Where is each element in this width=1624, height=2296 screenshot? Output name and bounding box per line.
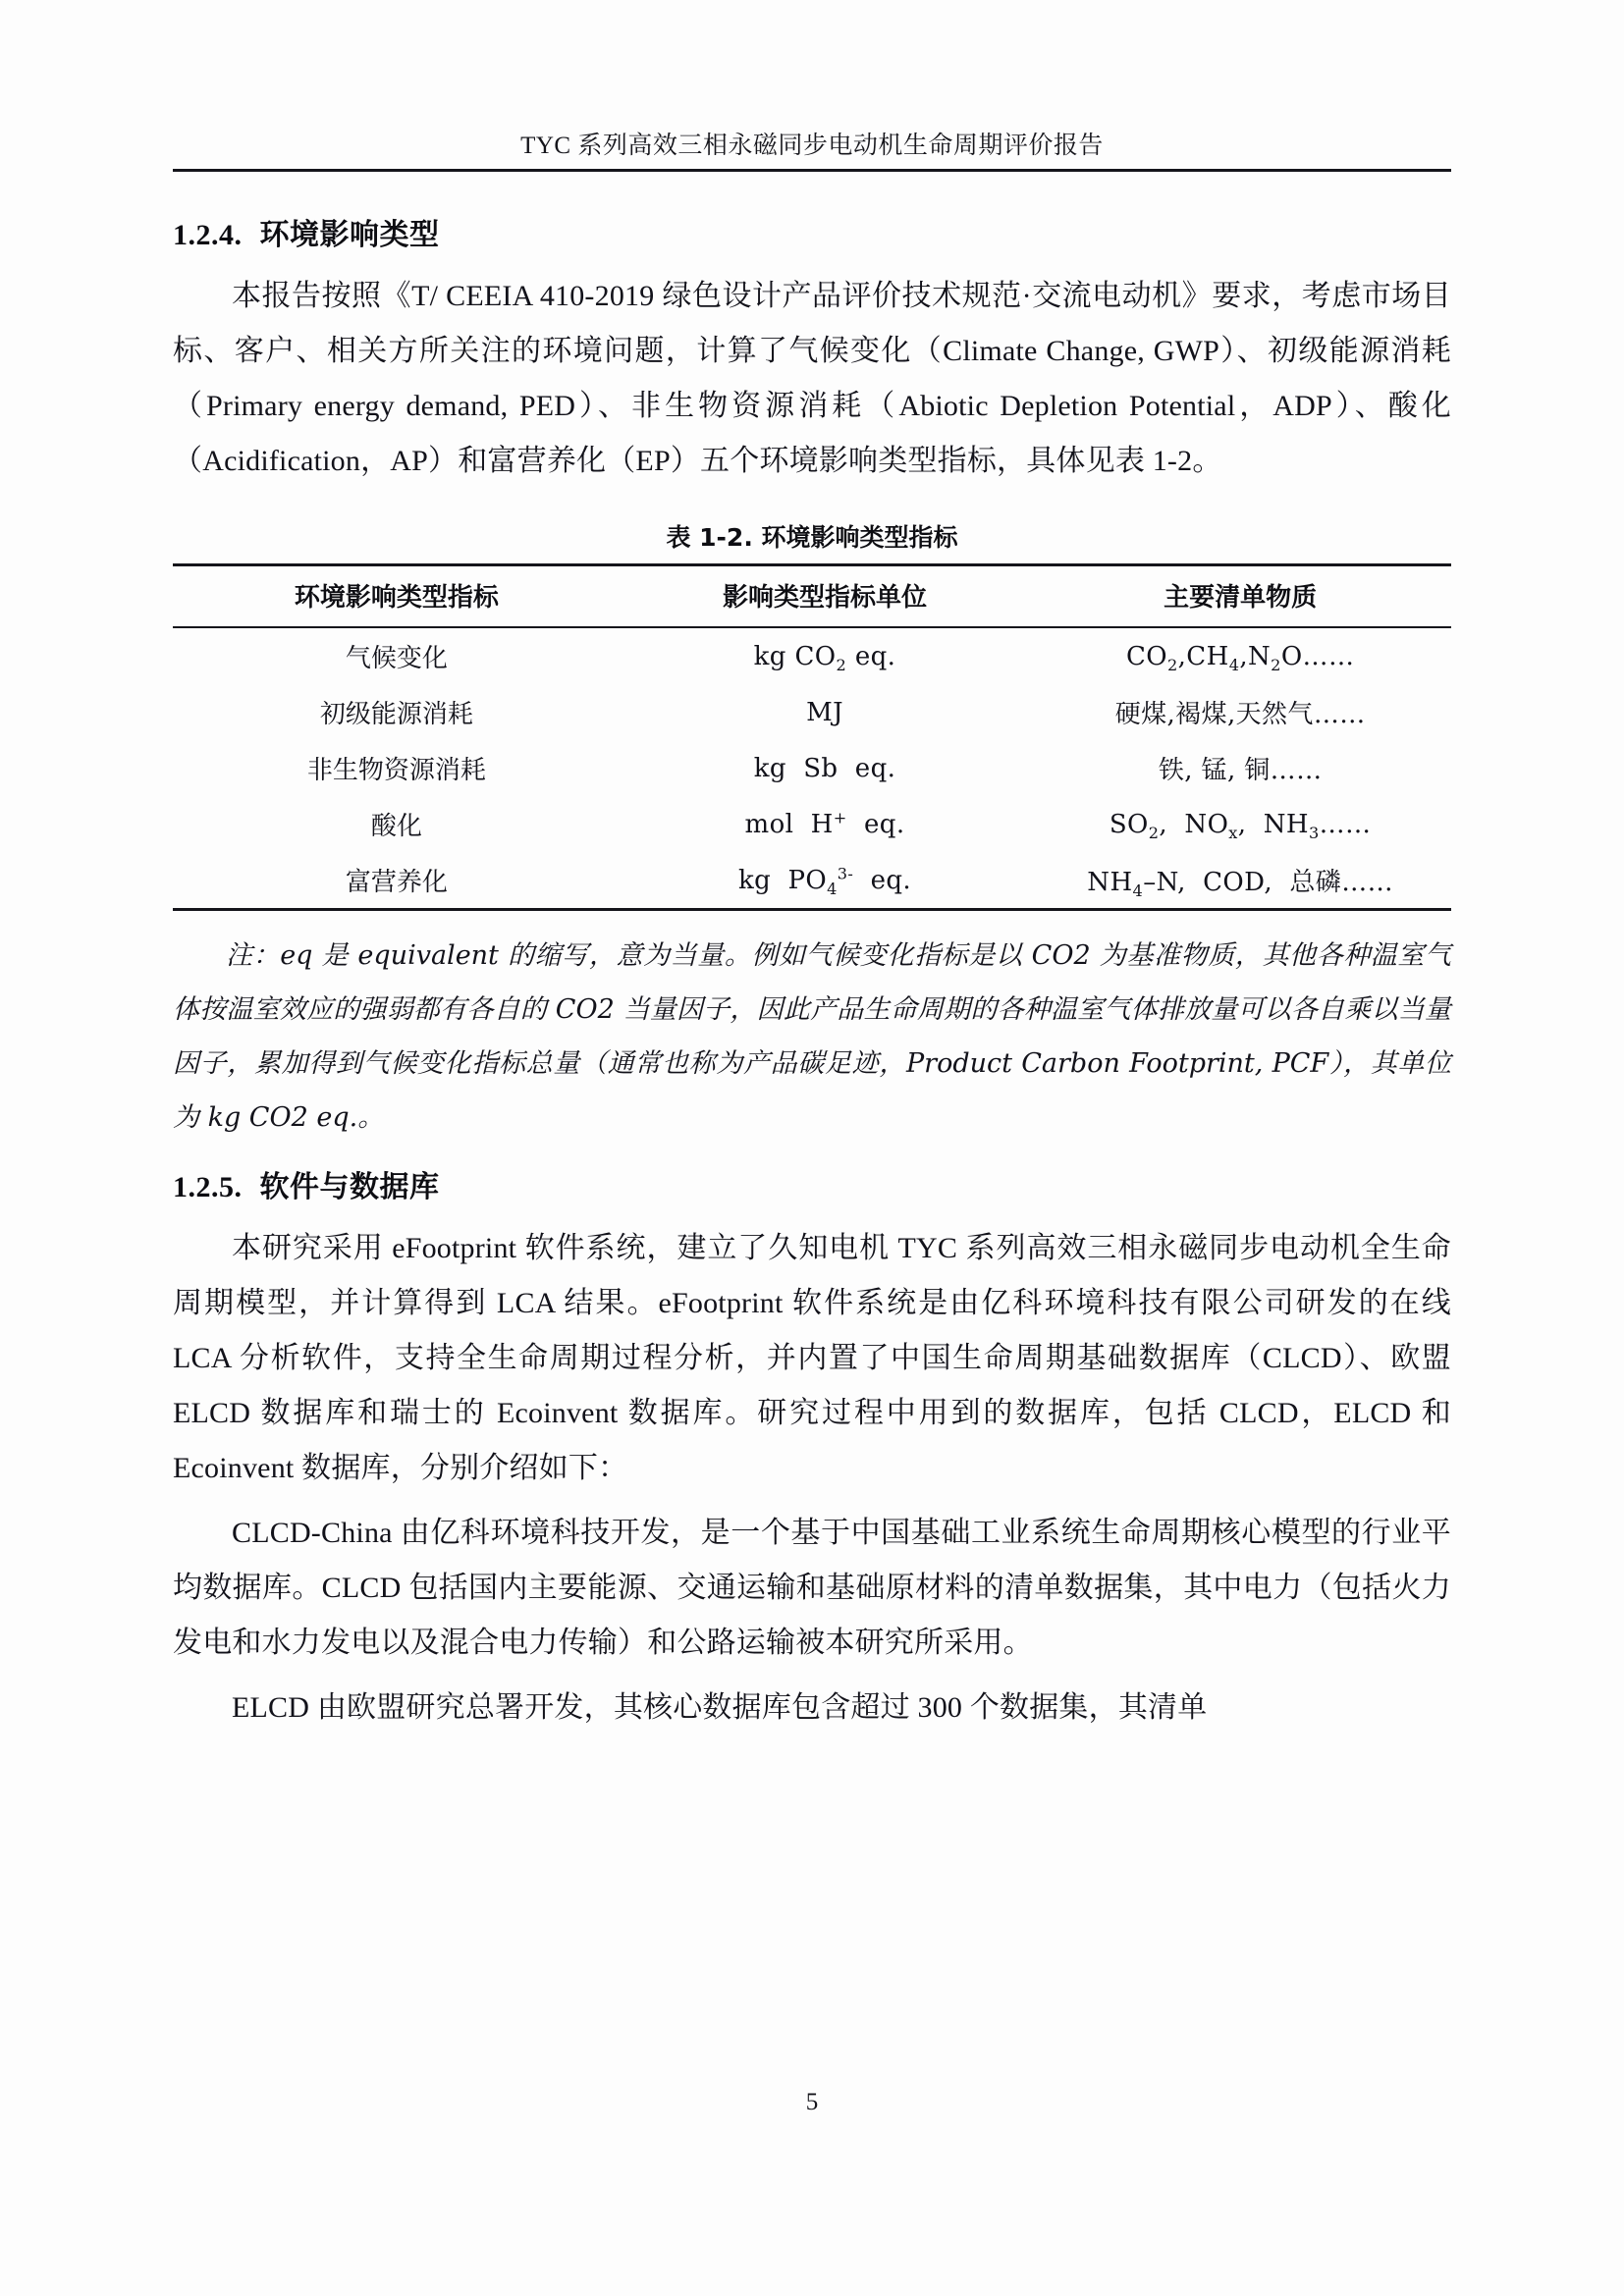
table-header-row [173, 565, 1451, 628]
table-row [173, 684, 1451, 740]
column-header-substances: 主要清单物质 [1164, 583, 1318, 613]
header-rule [173, 169, 1451, 172]
table-note: 注：eq 是 equivalent 的缩写，意为当量。例如气候变化指标是以 CO2 为基准物质，其他各种温室气体按温室效应的强弱都有各自的 CO2 当量因子，因此产品生命周期的各种温室气体排放量可以各自乘以当量因子，累加得到气候变化指标总量（通常也称为产品碳足迹，Product Carbon Footprint, PCF），其单位为 kg CO2 eq.。 [173, 940, 1451, 1133]
cell-substances: $SO_2$, $NO_x$, $NH_3\dots\dots$ [1109, 809, 1372, 842]
table-row [173, 796, 1451, 852]
cell-unit: MJ [806, 697, 843, 727]
paragraph-software: 本研究采用 eFootprint 软件系统，建立了久知电机 TYC 系列高效三相永磁同步电动机全生命周期模型，并计算得到 LCA 结果。eFootprint 软件系统是由亿科环境科技有限公司研发的在线 LCA 分析软件，支持全生命周期过程分析，并内置了中国生命周期基础数据库（CLCD）、欧盟 ELCD 数据库和瑞士的 Ecoinvent 数据库。研究过程中用到的数据库，包括 CLCD，ELCD 和 Ecoinvent 数据库，分别介绍如下： [173, 1232, 1451, 1484]
section-title-125: 软件与数据库 [259, 1170, 440, 1204]
column-header-indicator: 环境影响类型指标 [294, 583, 499, 613]
impact-category-table [173, 563, 1451, 911]
running-title: TYC 系列高效三相永磁同步电动机生命周期评价报告 [520, 133, 1104, 159]
cell-indicator: 富营养化 [345, 868, 448, 896]
paragraph-clcd: CLCD-China 由亿科环境科技开发，是一个基于中国基础工业系统生命周期核心模型的行业平均数据库。CLCD 包括国内主要能源、交通运输和基础原材料的清单数据集，其中电力（包括火力发电和水力发电以及混合电力传输）和公路运输被本研究所采用。 [173, 1517, 1451, 1659]
section-heading-125 [173, 1145, 1451, 1211]
cell-indicator: 气候变化 [345, 644, 448, 672]
cell-substances: 硬煤,褐煤,天然气…… [1114, 700, 1366, 729]
cell-indicator: 非生物资源消耗 [306, 756, 486, 784]
table-head [173, 565, 1451, 628]
table-body [173, 627, 1451, 910]
cell-unit: kg Sb eq. [753, 753, 896, 783]
paragraph-elcd: ELCD 由欧盟研究总署开发，其核心数据库包含超过 300 个数据集，其清单 [232, 1691, 1208, 1724]
page-header [173, 126, 1451, 172]
cell-unit: kg $CO_2$ eq. [753, 641, 896, 674]
section-number-125: 1.2.5. [173, 1171, 243, 1203]
section-title-124: 环境影响类型 [259, 218, 440, 252]
paragraph-intro: 本报告按照《T/ CEEIA 410-2019 绿色设计产品评价技术规范·交流电动机》要求，考虑市场目标、客户、相关方所关注的环境问题，计算了气候变化（Climate Change, GWP）、初级能源消耗（Primary energy demand, PED）、非生物资源消耗（Abiotic Depletion Potential，ADP）、酸化（Acidification，AP）和富营养化（EP）五个环境影响类型指标，具体见表 1-2。 [173, 280, 1451, 477]
cell-substances: $CO_2,CH_4,N_2O\dots\dots$ [1125, 641, 1355, 674]
section-heading-124 [173, 192, 1451, 259]
column-header-unit: 影响类型指标单位 [722, 583, 927, 613]
cell-indicator: 酸化 [370, 812, 422, 840]
page-content [173, 192, 1451, 1735]
cell-indicator: 初级能源消耗 [319, 700, 473, 728]
table-row [173, 852, 1451, 910]
page-number: 5 [805, 2089, 819, 2115]
cell-substances: 铁, 锰, 铜…… [1158, 756, 1323, 785]
table-row [173, 627, 1451, 684]
cell-unit: kg $PO_4^{3-}$ eq. [737, 863, 912, 898]
table-row [173, 740, 1451, 796]
section-number-124: 1.2.4. [173, 219, 243, 251]
cell-substances: $NH_4-N$, COD, 总磷…… [1087, 868, 1393, 901]
cell-unit: mol H+ eq. [744, 807, 905, 839]
table-caption: 表 1-2. 环境影响类型指标 [666, 523, 958, 552]
